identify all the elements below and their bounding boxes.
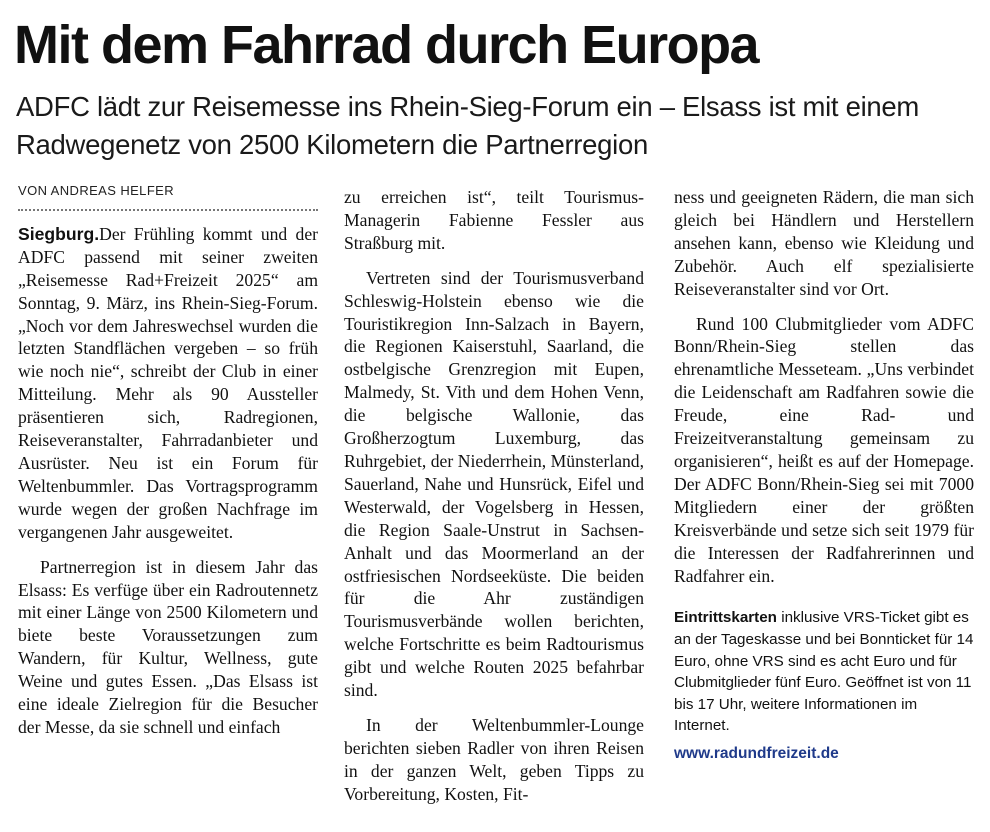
article-column-2 <box>344 186 644 806</box>
ticket-info-box <box>674 607 974 764</box>
article-paragraph-2-continued: zu erreichen ist“, teilt Tourismus-Managerin Fabienne Fessler aus Straßburg mit. <box>344 187 644 253</box>
article-paragraph-4-continued: ness und geeigneten Rädern, die man sich gleich bei Händlern und Herstellern ansehen kann, ebenso wie Kleidung und Zubehör. Auch elf spezialisierte Reiseveranstalter sind vor Ort. <box>674 187 974 299</box>
article-column-1 <box>18 180 318 739</box>
article-paragraph-2: Partnerregion ist in diesem Jahr das Elsass: Es verfüge über ein Radroutennetz mit einer Länge von 2500 Kilometern und biete beste Voraussetzungen zum Wandern, für Kultur, Wellness, gute Weine und gutes Essen. „Das Elsass ist eine ideale Zielregion für die Besucher der Messe, da sie schnell und einfach <box>18 556 318 737</box>
article-column-3 <box>674 186 974 765</box>
article-headline: Mit dem Fahrrad durch Europa <box>14 15 759 75</box>
website-link[interactable]: www.radundfreizeit.de <box>674 744 839 762</box>
dateline: Siegburg. <box>18 223 100 244</box>
ticket-info-label: Eintrittskarten <box>674 609 777 627</box>
ticket-info-text: inklusive VRS-Ticket gibt es an der Tageskasse und bei Bonnticket für 14 Euro, ohne VRS sind es acht Euro und für Clubmitglieder fünf Euro. Geöffnet ist von 11 bis 17 Uhr, weitere Informationen im Internet. <box>674 609 974 735</box>
article-paragraph-3: Vertreten sind der Tourismusverband Schleswig-Holstein ebenso wie die Touristikregion Inn-Salzach in Bayern, die Regionen Kaiserstuhl, Saarland, die ostbelgische Grenzregion mit Eupen, Malmedy, St. Vith und dem Hohen Venn, die belgische Wallonie, das Großherzogtum Luxemburg, das Ruhrgebiet, der Niederrhein, Münsterland, Sauerland, Nahe und Hunsrück, Eifel und Westerwald, der Vogelsberg in Hessen, die Region Saale-Unstrut in Sachsen-Anhalt und das Moormerland an der ostfriesischen Nordseeküste. Die beiden für die Ahr zuständigen Tourismusverbände wollen berichten, welche Fortschritte es beim Radtourismus gibt und welche Routen 2025 befahrbar sind. <box>344 267 644 701</box>
byline: VON ANDREAS HELFER <box>18 180 318 211</box>
article-subheadline: ADFC lädt zur Reisemesse ins Rhein-Sieg-Forum ein – Elsass ist mit einem Radwegenetz von 2500 Kilometern die Partnerregion <box>16 91 920 160</box>
article-paragraph-1 <box>18 223 318 544</box>
paragraph-1-text: Der Frühling kommt und der ADFC passend mit seiner zweiten „Reisemesse Rad+Freizeit 2025“ am Sonntag, 9. März, ins Rhein-Sieg-Forum. „Noch vor dem Jahreswechsel wurden die letzten Standflächen vergeben – so früh wie noch nie“, schreibt der Club in einer Mitteilung. Mehr als 90 Aussteller präsentieren sich, Radregionen, Reiseveranstalter, Fahrradanbieter und Ausrüster. Neu ist ein Forum für Weltenbummler. Das Vortragsprogramm wurde wegen der großen Nachfrage im vergangenen Jahr ausgeweitet. <box>18 223 318 542</box>
article-paragraph-5: Rund 100 Clubmitglieder vom ADFC Bonn/Rhein-Sieg stellen das ehrenamtliche Messeteam. „Uns verbindet die Leidenschaft am Radfahren sowie die Freude, eine Rad- und Freizeitveranstaltung gemeinsam zu organisieren“, heißt es auf der Homepage. Der ADFC Bonn/Rhein-Sieg sei mit 7000 Mitgliedern einer der größten Kreisverbände und setze sich seit 1979 für die Interessen der Radfahrerinnen und Radfahrer ein. <box>674 313 974 586</box>
article-paragraph-4: In der Weltenbummler-Lounge berichten sieben Radler von ihren Reisen in der ganzen Welt, geben Tipps zu Vorbereitung, Kosten, Fit- <box>344 714 644 804</box>
